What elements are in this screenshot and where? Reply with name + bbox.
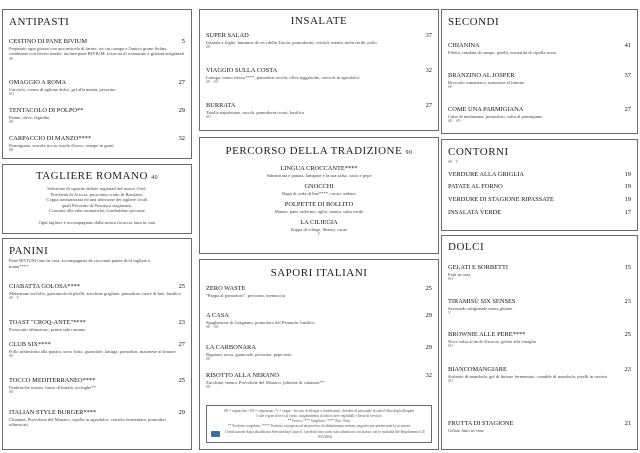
menu-item: [9, 38, 185, 62]
item-name: VERDURE ALLA GRIGLIA: [448, 171, 524, 178]
item-allergens: SO: [206, 115, 211, 120]
item-description: Lattuga, tonno fresco****, pomodori secchi, olive taggiasche, carciofi in agrodolce: [206, 74, 360, 80]
item-price: 5: [181, 38, 185, 45]
dolci-section: [441, 235, 638, 450]
item-price: 25: [178, 283, 185, 290]
item-name: BROWNIE ALLE PERE****: [448, 331, 526, 338]
item-description: Prosciutto affumicato, primo sale romano: [9, 326, 86, 332]
dolci-title: DOLCI: [448, 241, 485, 253]
tradizione-section: [199, 137, 439, 254]
item-allergens: SE: [9, 354, 14, 359]
menu-item: [9, 341, 185, 359]
item-description: Insalata a foglie, hummus di ceci della Tuscia, pomodorini, cetrioli, menta, mela verde, pollo: [206, 39, 377, 45]
item-name: TOCCO MEDITERRANEO****: [9, 377, 96, 384]
menu-item: [448, 264, 631, 282]
menu-item: [206, 32, 432, 50]
item-name: RISOTTO ALLA NERANO: [206, 372, 280, 379]
item-description: Zuppa di ciliege, Sherry, cacao: [290, 226, 348, 232]
item-description: Rigatoni, uova, guanciale, pecorino, pepe nero: [206, 351, 292, 357]
item-price: 23: [624, 366, 631, 373]
item-price: 27: [178, 79, 185, 86]
menu-item: [448, 42, 631, 55]
tagliere-line: Selezione di squisite delizie regionali del nostro Chef:: [47, 186, 147, 191]
item-description: Patate, olive, fagiolini: [9, 114, 50, 120]
insalate-section: [199, 9, 439, 131]
item-price: 23: [624, 298, 631, 305]
item-name: BURRATA: [206, 102, 236, 109]
tagliere-line: Porchetta di Ariccia, prosciutto crudo di Bassiano,: [50, 191, 144, 197]
item-name: CIABATTA GOLOSA****: [9, 283, 81, 290]
tagliere-section: [2, 164, 192, 234]
menu-item: [448, 331, 631, 349]
item-description: Pollo affumicato alla piastra, uovo fritto, guanciale, lattuga, pomodori, maionese al limone: [9, 348, 176, 354]
item-price: 25: [178, 377, 185, 384]
tradizione-title: [200, 145, 438, 159]
footer-line: I sale e gran di ovvi al forno, congelamento di lotti le aree regolabili e basse di servizio: [256, 414, 382, 418]
item-allergens: SO: [448, 379, 453, 384]
item-price: 32: [425, 372, 432, 379]
menu-item: [448, 209, 631, 217]
item-name: CESTINO DI PANE BIVIUM: [9, 38, 88, 45]
tagliere-line: Coppa aromatizzata ed una selezione dei tagliere locali: [46, 197, 148, 203]
item-allergens: SO: [448, 344, 453, 349]
item-description: Tarallo napoletano, rucola, pomodorini rossi, basilico: [206, 109, 305, 115]
menu-item: [206, 285, 432, 298]
menu-item: [9, 135, 185, 153]
item-name: A CASA: [206, 312, 229, 319]
item-allergens: SE: [9, 148, 14, 153]
item-price: 29: [425, 344, 432, 351]
item-allergens: SE · V: [9, 296, 20, 301]
item-name: LINGUA CROCCANTE****: [280, 165, 358, 172]
item-price: 27: [425, 102, 432, 109]
item-name: ZERO WASTE: [206, 285, 246, 292]
item-price: 19: [624, 196, 631, 203]
item-price: 15: [624, 264, 631, 271]
antipasti-title: ANTIPASTI: [9, 16, 70, 28]
item-allergens: SE: [206, 357, 211, 362]
sapori-section: [199, 259, 439, 450]
contorni-title: CONTORNI: [448, 146, 509, 158]
footer-line: ** Prodotto congelato / **** Prodotto sottoposto ad un processo di abbattimento termico negativo per preservarne la sicurezza: [227, 424, 411, 428]
item-name: LA CARBONARA: [206, 344, 256, 351]
tagliere-note: Ogni tagliere è accompagnato dalla nostra focaccia fatta in casa: [38, 219, 156, 225]
secondi-title: SECONDI: [448, 16, 500, 28]
menu-item: [448, 420, 631, 433]
item-description: Panbrioche tostato, burro di bufala, acciughe**: [9, 384, 96, 390]
item-name: GNOCCHI: [304, 183, 334, 191]
item-allergens: SE: [9, 120, 14, 125]
item-price: 29: [178, 107, 185, 114]
tagliere-title-text: TAGLIERE ROMANO: [35, 170, 148, 182]
item-description: Fatti in casa: [448, 271, 471, 277]
menu-item: [206, 312, 432, 330]
item-description: Cubo di melanzana, pomodoro, salsa al parmigiano: [448, 113, 543, 119]
item-price: 29: [425, 312, 432, 319]
tasting-item: [200, 183, 438, 196]
item-name: GELATI E SORBETTI: [448, 264, 508, 271]
item-name: VERDURE DI STAGIONE RIPASSATE: [448, 196, 554, 203]
tasting-item: [200, 201, 438, 214]
secondi-section: [441, 9, 638, 134]
item-description: Filetto, insalata di campo, piselli, mostarda di cipolla rossa: [448, 49, 557, 55]
item-name: CHIANINA: [448, 42, 480, 49]
allergen-legend-box: [206, 405, 432, 443]
item-description: "Pappa al pomodoro", pecorino, mentuccia: [206, 292, 286, 298]
item-allergens: SE: [206, 385, 211, 390]
item-name: SUPER SALAD: [206, 32, 249, 39]
menu-item: [9, 377, 185, 395]
menu-item: [448, 72, 631, 90]
menu-item: [448, 298, 631, 316]
item-description: Manzo, pane raffermo, aglio, menta, salsa verde: [274, 208, 364, 214]
item-description: Noci, salsa al mole d'acacia, gelato alla vaniglia: [448, 338, 536, 344]
item-description: Salmistrata e panata, lampone e la sua salsa, cacio e pepe: [266, 172, 372, 178]
item-name: VIAGGIO SULLA COSTA: [206, 67, 278, 74]
item-price: 32: [425, 67, 432, 74]
item-description: Sorbetto di mandorla, gel di limone fermentato, crumble di mandorla, piselli in ossisso: [448, 373, 608, 379]
item-name: TIRAMISÙ SIX SENSES: [448, 298, 516, 305]
item-description: Chianina, Provolone del Monaco, cipolla in agrodolce, cetriolo fermentato, pomodori affumicati: [9, 416, 167, 428]
tasting-item: [200, 219, 438, 237]
item-description: Carciofo, crema di aglione dolce, gel alla menta, pecorino: [9, 86, 116, 92]
item-allergens: SE · SO: [206, 80, 219, 85]
menu-item: [9, 79, 185, 97]
item-price: 27: [624, 106, 631, 113]
item-description: Parmigiano, scarola riccia, tuorlo d'uovo, senape in grani: [9, 142, 114, 148]
item-name: TENTACOLO DI POLPO**: [9, 107, 84, 114]
item-allergens: SE · SO: [206, 325, 219, 330]
item-name: BRANZINO AL JOSPER: [448, 72, 515, 79]
item-price: 27: [178, 341, 185, 348]
item-allergens: SE: [206, 45, 211, 50]
item-description: Spaghettone di Gragnano, pomodoro del Piennolo, basilico: [206, 319, 315, 325]
item-allergens: V: [448, 311, 451, 316]
item-description: Gelato fatto in casa: [448, 427, 484, 433]
item-allergens: SE · SO: [448, 119, 461, 124]
menu-item: [448, 171, 631, 179]
item-price: 37: [624, 72, 631, 79]
insalate-title: INSALATE: [290, 15, 348, 27]
item-allergens: V: [317, 232, 321, 237]
tagliere-line: Conciato alle erbe aromatiche, Garibaldino piccante: [49, 208, 145, 214]
tasting-item: [200, 165, 438, 178]
panini-section: [2, 238, 192, 450]
item-name: CARPACCIO DI MANZO****: [9, 135, 92, 142]
item-name: LA CILIEGIA: [300, 219, 338, 227]
contorni-section: [441, 139, 638, 231]
tagliere-line: quali Pecorino di Picinisco stagionato,: [61, 202, 133, 208]
item-price: 17: [624, 209, 631, 216]
certification-logo-icon: [211, 431, 220, 437]
item-name: PATATE AL FORNO: [448, 183, 503, 190]
menu-item: [448, 196, 631, 204]
sapori-title: SAPORI ITALIANI: [270, 267, 368, 279]
menu-item: [448, 183, 631, 191]
tagliere-title: [3, 170, 191, 184]
item-description: Ragù di coda di bue****, cacao, sedano: [282, 190, 356, 196]
item-price: 23: [178, 319, 185, 326]
item-allergens: SO: [448, 277, 453, 282]
antipasti-section: [2, 9, 192, 159]
panini-title: PANINI: [9, 245, 49, 257]
tradizione-title-text: PERCORSO DELLA TRADIZIONE: [225, 145, 403, 157]
panini-intro: Pane BIVIUM fatto in casa, accompagnati da croccanti patate di/ol tagliate a mano****: [9, 258, 151, 269]
item-name: INSALATA VERDE: [448, 209, 502, 216]
menu-item: [206, 67, 432, 85]
tradizione-price: 90: [405, 150, 413, 156]
menu-item: [206, 344, 432, 362]
footer-line: SE = vegan free / SO = vegetarian / V = vegan · In caso di allergie o intolleranze, chiedete al personale di sala il libro degli allergeni: [223, 409, 415, 413]
item-name: FRUTTA DI STAGIONE: [448, 420, 514, 427]
menu-item: [206, 102, 432, 120]
item-price: 21: [624, 420, 631, 427]
menu-item: [9, 319, 185, 332]
item-name: TOAST "CROQ-ANTE"****: [9, 319, 86, 326]
item-price: 19: [624, 183, 631, 190]
item-name: POLPETTE DI BOLLITO: [284, 201, 354, 209]
menu-item: [9, 409, 185, 428]
item-name: ITALIAN STYLE BURGER****: [9, 409, 97, 416]
item-name: BIANCOMANGIARE: [448, 366, 507, 373]
contorni-allergens: SE · V: [448, 160, 459, 164]
item-description: Broccolo romanesco, maionese al limone: [448, 79, 524, 85]
item-price: 41: [624, 42, 631, 49]
item-price: 37: [425, 32, 432, 39]
menu-item: [9, 107, 185, 125]
item-name: CLUB SIX****: [9, 341, 51, 348]
item-allergens: SE: [448, 85, 453, 90]
item-price: 29: [178, 409, 185, 416]
menu-item: [9, 283, 185, 301]
item-name: OMAGGIO A ROMA: [9, 79, 67, 86]
item-allergens: SE: [9, 56, 14, 61]
menu-item: [448, 106, 631, 124]
footer-line: Certificazione Aqua ultrafiltrata Stewardship Council. I prodotti ittici sono stati affumicati con bianco con le modalità del Regolamento CE 853/2004: [224, 430, 426, 439]
item-description: Melanzane sott'olio, guacamole di piselli, zucchine grigliate, pomodoro cuore di bue, basilico: [9, 290, 181, 296]
item-description: Savoiardo artigianale senza glutine: [448, 305, 513, 311]
item-name: COME UNA PARMIGIANA: [448, 106, 524, 113]
menu-item: [448, 366, 631, 384]
item-description: Preparato ogni giorno con una miscela di farine, tra cui canapa e l'antico grano Solina, combinate con lievito madre, incluse pane BIVIUM, focaccia al rosmarino e grissini artigianali: [9, 45, 185, 57]
item-allergens: SE: [9, 390, 14, 395]
item-description: Zucchine, menta, Provolone del Monaco, julienne di calamari**: [206, 379, 325, 385]
item-price: 32: [178, 135, 185, 142]
item-price: 25: [624, 331, 631, 338]
menu-item: [206, 372, 432, 390]
item-price: 25: [425, 285, 432, 292]
tagliere-price: 40: [151, 175, 159, 181]
footer-line: ** Fresco / *** Surgelato / **** Bio / Keto: [287, 419, 351, 423]
item-allergens: SO: [9, 92, 14, 97]
item-price: 19: [624, 171, 631, 178]
